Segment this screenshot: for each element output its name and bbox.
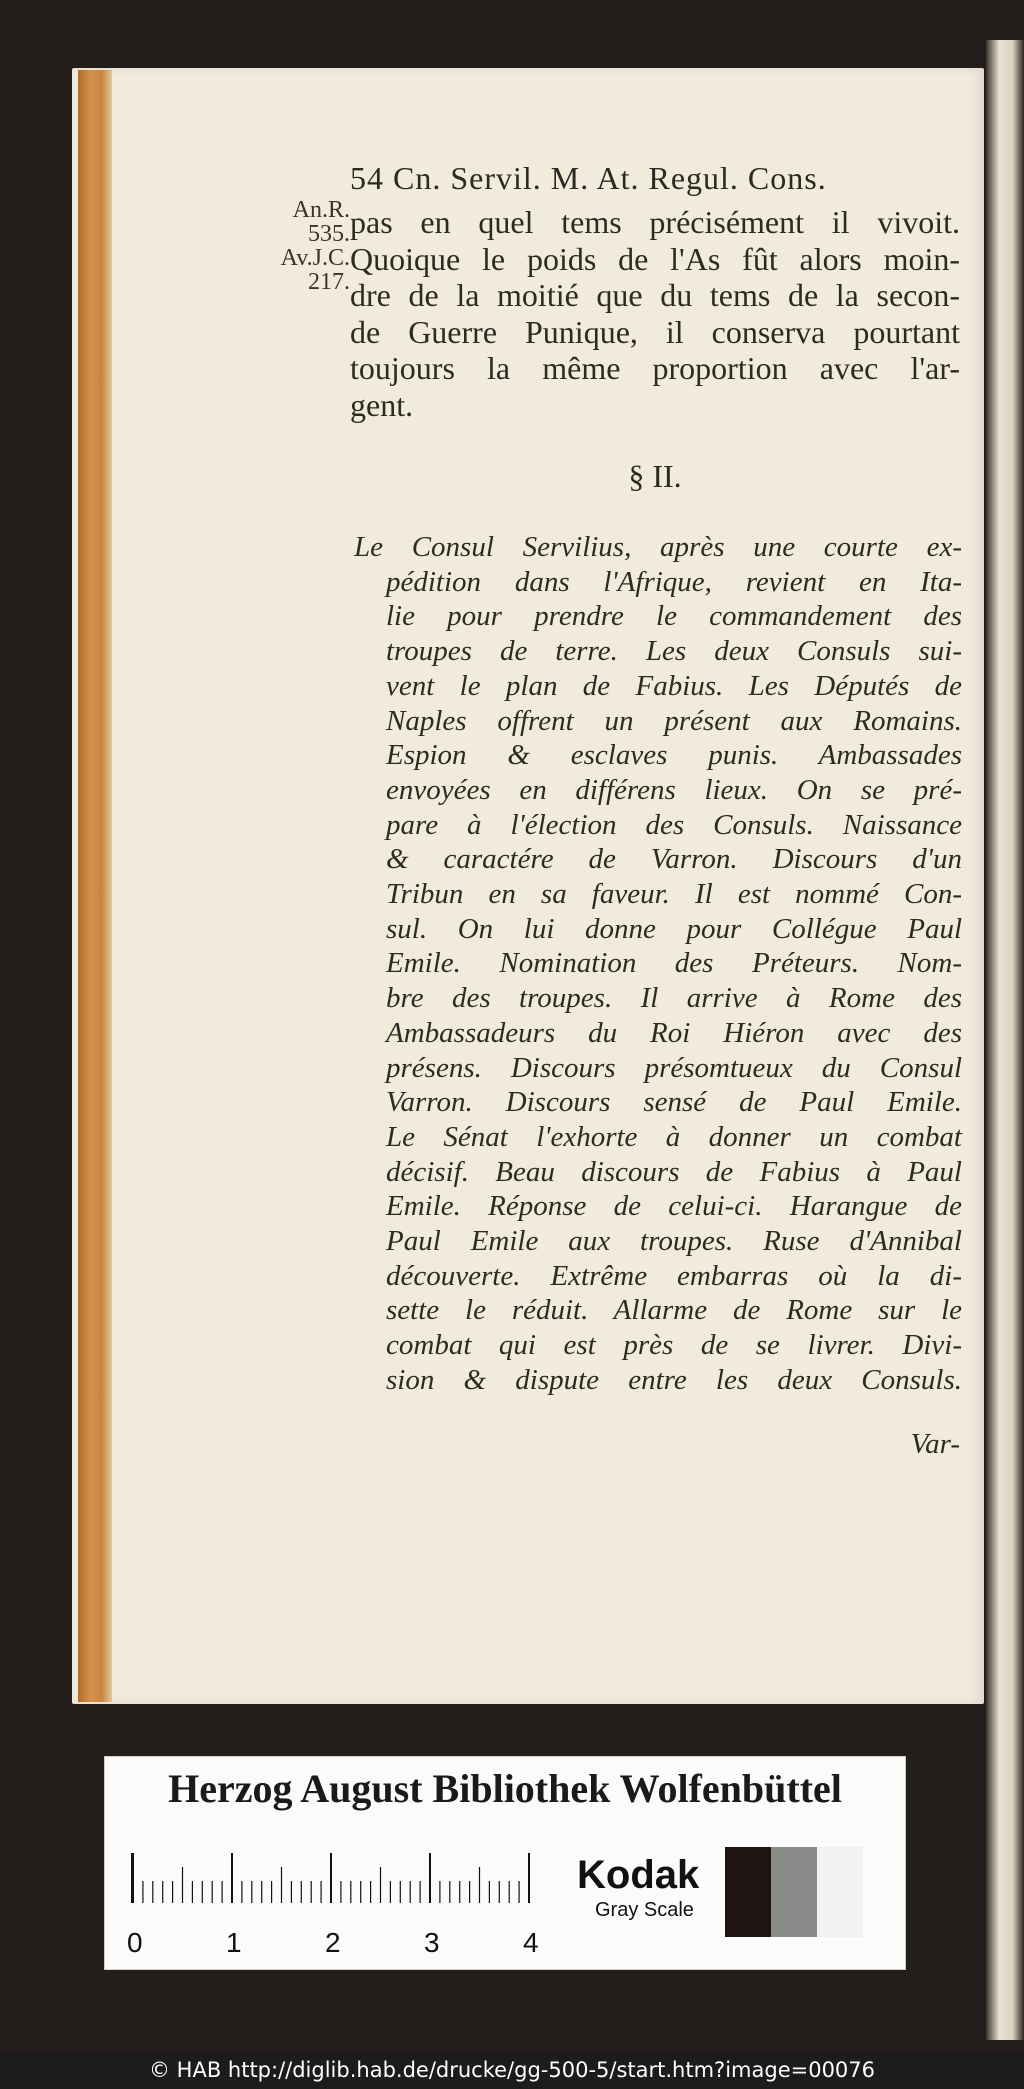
summary-line: sette le réduit. Allarme de Rome sur le	[386, 1294, 962, 1327]
margin-note	[210, 198, 350, 294]
summary-line: lie pour prendre le commandement des	[386, 600, 962, 633]
summary-line: pare à l'élection des Consuls. Naissance	[386, 808, 962, 841]
text-line: pas en quel tems précisément il vivoit.	[350, 204, 960, 240]
adjacent-page-edge	[986, 40, 1024, 2040]
summary-line: sul. On lui donne pour Collégue Paul	[386, 912, 962, 945]
text-line: toujours la même proportion avec l'ar-	[350, 350, 960, 386]
summary-line: pédition dans l'Afrique, revient en Ita-	[386, 565, 962, 598]
summary-line: combat qui est près de se livrer. Divi-	[386, 1329, 962, 1362]
summary-line: Emile. Nomination des Préteurs. Nom-	[386, 947, 962, 980]
summary-line: Naples offrent un présent aux Romains.	[386, 704, 962, 737]
margin-note-line: 217.	[308, 269, 350, 295]
summary-line: Tribun en sa faveur. Il est nommé Con-	[386, 878, 962, 911]
ruler-number: 3	[424, 1927, 440, 1958]
summary-line: Ambassadeurs du Roi Hiéron avec des	[386, 1016, 962, 1049]
summary-line: présens. Discours présomtueux du Consul	[386, 1051, 962, 1084]
margin-note-line: 535.	[308, 221, 350, 247]
text-line: de Guerre Punique, il conserva pourtant	[350, 313, 960, 350]
summary-line: Le Consul Servilius, après une courte ex-	[354, 531, 962, 563]
summary-line: décisif. Beau discours de Fabius à Paul	[386, 1155, 962, 1188]
card-title: Herzog August Bibliothek Wolfenbüttel	[168, 1766, 842, 1811]
footer-credit: © HAB http://diglib.hab.de/drucke/gg-500-5/start.htm?image=00076	[0, 2052, 1024, 2089]
intro-paragraph	[350, 204, 960, 423]
kodak-logo: Kodak	[577, 1853, 700, 1897]
text-line: dre de la moitié que du tems de la secon-	[350, 277, 960, 313]
summary-line: Espion & esclaves punis. Ambassades	[386, 739, 962, 772]
summary-line: envoyées en différens lieux. On se pré-	[386, 773, 962, 806]
summary-line: sion & dispute entre les deux Consuls.	[386, 1363, 962, 1396]
summary-line: Emile. Réponse de celui-ci. Harangue de	[386, 1190, 962, 1223]
catchword: Var-	[910, 1428, 960, 1460]
summary-line: vent le plan de Fabius. Les Députés de	[386, 669, 962, 702]
ruler-scale	[131, 1853, 651, 1903]
summary-line: Paul Emile aux troupes. Ruse d'Annibal	[386, 1225, 962, 1258]
gray-patch-mid	[771, 1847, 817, 1937]
text-line: Quoique le poids de l'As fût alors moin-	[350, 240, 960, 277]
summary-line: & caractére de Varron. Discours d'un	[386, 843, 962, 876]
summary-line: Varron. Discours sensé de Paul Emile.	[386, 1086, 962, 1119]
text-line: gent.	[350, 386, 414, 423]
margin-note-line: An.R.	[292, 197, 350, 223]
calibration-card	[104, 1756, 906, 1970]
ruler-number: 4	[523, 1927, 539, 1958]
margin-note-line: Av.J.C.	[280, 245, 350, 271]
page-gilded-edge	[78, 70, 112, 1702]
gray-patches	[725, 1847, 863, 1937]
ruler-number: 2	[325, 1927, 341, 1958]
summary-line: troupes de terre. Les deux Consuls sui-	[386, 635, 962, 668]
ruler-number: 1	[226, 1927, 242, 1958]
ruler-number: 0	[127, 1927, 143, 1958]
summary-line: Le Sénat l'exhorte à donner un combat	[386, 1120, 962, 1153]
section-summary	[354, 530, 962, 1398]
running-header: 54 Cn. Servil. M. At. Regul. Cons.	[350, 160, 827, 196]
summary-line: découverte. Extrême embarras où la di-	[386, 1259, 962, 1292]
gray-patch-light	[817, 1847, 863, 1937]
section-title: § II.	[628, 458, 682, 494]
summary-line: bre des troupes. Il arrive à Rome des	[386, 982, 962, 1015]
gray-patch-dark	[725, 1847, 771, 1937]
gray-scale-label: Gray Scale	[595, 1899, 694, 1921]
